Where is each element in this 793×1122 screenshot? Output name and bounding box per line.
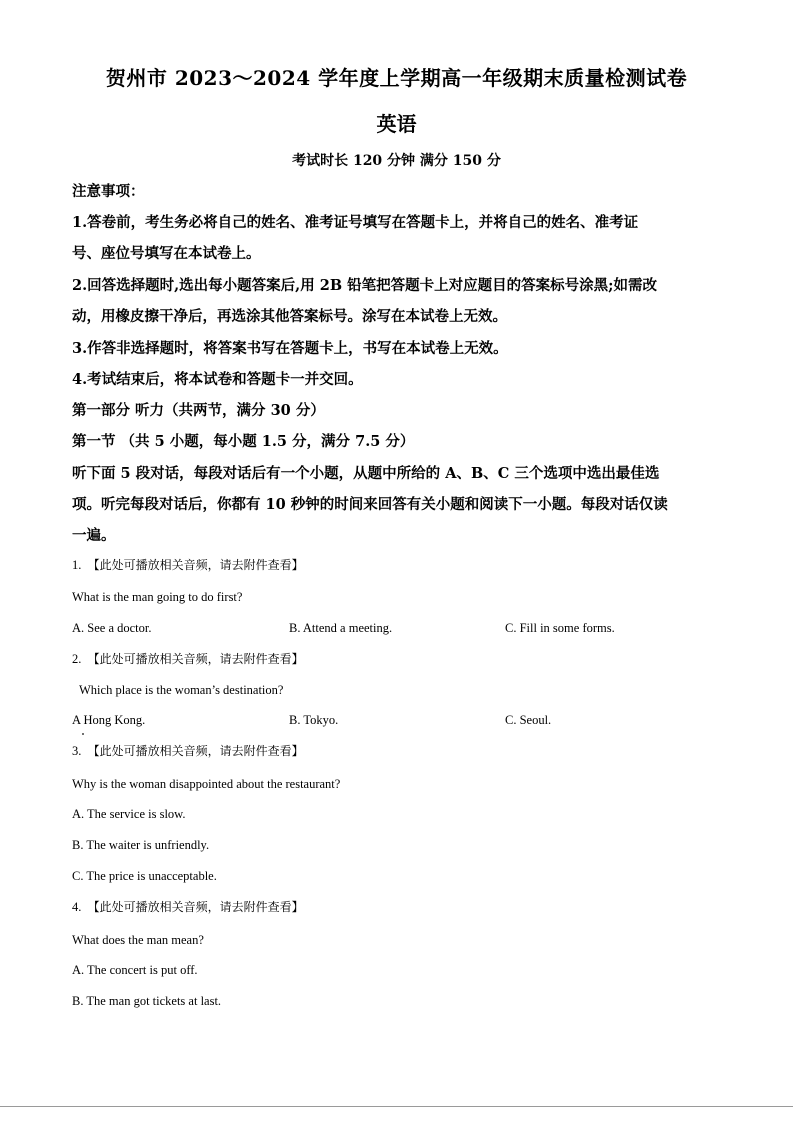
q1-option-a: A. See a doctor.	[72, 621, 152, 635]
instructions-line-1: 听下面 5 段对话，每段对话后有一个小题，从题中所给的 A、B、C 三个选项中选出最佳选	[72, 465, 660, 482]
section1-heading: 第一节 （共 5 小题，每小题 1.5 分，满分 7.5 分）	[72, 433, 415, 450]
exam-title: 贺州市 2023～2024 学年度上学期高一年级期末质量检测试卷	[105, 66, 688, 90]
question-2-number: 2.	[72, 652, 82, 666]
q4-option-b: B. The man got tickets at last.	[72, 994, 222, 1008]
page-bottom-divider	[0, 1106, 793, 1107]
q1-option-b: B. Attend a meeting.	[289, 621, 393, 635]
question-3-number: 3.	[72, 744, 82, 758]
question-4-header	[72, 898, 304, 915]
question-3-header	[72, 742, 304, 759]
q3-option-a: A. The service is slow.	[72, 807, 186, 821]
question-1-prompt: What is the man going to do first?	[72, 590, 243, 604]
instructions-line-3: 一遍。	[72, 527, 116, 544]
note-1-line-1: 1.答卷前，考生务必将自己的姓名、准考证号填写在答题卡上，并将自己的姓名、准考证	[72, 214, 639, 231]
note-2-line-2: 动，用橡皮擦干净后，再选涂其他答案标号。涂写在本试卷上无效。	[72, 308, 507, 325]
note-2-line-1: 2.回答选择题时,选出每小题答案后,用 2B 铅笔把答题卡上对应题目的答案标号涂黑;如需改	[72, 277, 658, 294]
question-3-prompt: Why is the woman disappointed about the restaurant?	[72, 777, 341, 791]
audio-tag-1[interactable]: 【此处可播放相关音频，请去附件查看】	[87, 558, 304, 572]
q2-option-a: A Hong Kong.	[72, 713, 146, 727]
question-1-header	[72, 556, 304, 573]
question-2-header	[72, 650, 304, 667]
q2-option-c: C. Seoul.	[505, 713, 552, 727]
note-4: 4.考试结束后，将本试卷和答题卡一并交回。	[72, 371, 363, 388]
audio-tag-2[interactable]: 【此处可播放相关音频，请去附件查看】	[87, 652, 304, 666]
audio-tag-3[interactable]: 【此处可播放相关音频，请去附件查看】	[87, 744, 304, 758]
instructions-line-2: 项。听完每段对话后，你都有 10 秒钟的时间来回答有关小题和阅读下一小题。每段对话仅读	[72, 496, 668, 513]
time-info: 考试时长 120 分钟 满分 150 分	[292, 153, 501, 169]
question-2-prompt: Which place is the woman’s destination?	[79, 683, 284, 697]
q1-option-c: C. Fill in some forms.	[505, 621, 615, 635]
note-1-line-2: 号、座位号填写在本试卷上。	[72, 245, 261, 262]
q2-option-b: B. Tokyo.	[289, 713, 339, 727]
q4-option-a: A. The concert is put off.	[72, 963, 198, 977]
stray-dot	[82, 733, 84, 735]
question-1-number: 1.	[72, 558, 82, 572]
question-4-number: 4.	[72, 900, 82, 914]
note-3: 3.作答非选择题时，将答案书写在答题卡上，书写在本试卷上无效。	[72, 340, 508, 357]
q3-option-b: B. The waiter is unfriendly.	[72, 838, 210, 852]
part1-heading: 第一部分 听力（共两节，满分 30 分）	[72, 402, 325, 419]
notes-heading: 注意事项：	[72, 183, 145, 200]
audio-tag-4[interactable]: 【此处可播放相关音频，请去附件查看】	[87, 900, 304, 914]
q3-option-c: C. The price is unacceptable.	[72, 869, 217, 883]
subject-title: 英语	[376, 112, 417, 136]
question-4-prompt: What does the man mean?	[72, 933, 204, 947]
